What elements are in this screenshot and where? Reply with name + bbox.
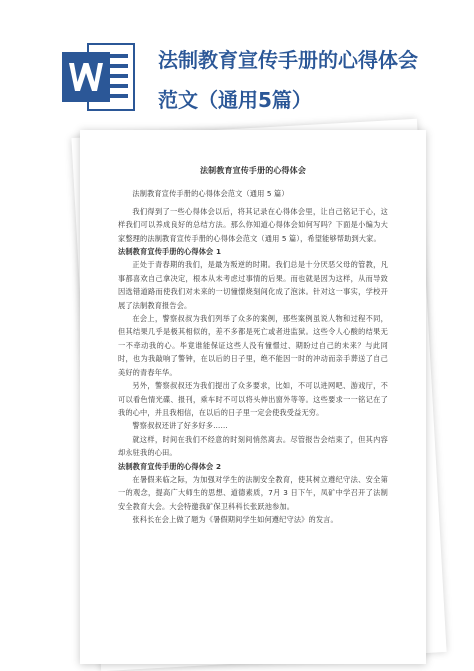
header-title-line1: 法制教育宣传手册的心得体会	[158, 48, 418, 72]
document-page	[80, 130, 426, 664]
section-heading-1: 法制教育宣传手册的心得体会 1	[118, 247, 222, 257]
paragraph: 在会上，警察叔叔为我们列举了众多的案例，那些案例虽说人物和过程不同，但其结果几乎是极其相似的，差不多都是死亡或者进监狱。这些令人心酸的结果无一不牵动我的心。毕竟谁能保证这些人没有憧憬过、期盼过自己的未来？与此同时，也为我敲响了警钟，在以后的日子里，绝不能因一时的冲动而亲手葬送了自己美好的青春年华。	[118, 314, 388, 377]
intro-paragraph: 我们得到了一些心得体会以后，将其记录在心得体会里，让自己铭记于心，这样我们可以养成良好的总结方法。那么你知道心得体会如何写吗？下面是小编为大家整理的法制教育宣传手册的心得体会范文（通用 5 篇），希望能够帮助到大家。	[118, 206, 388, 243]
paragraph: 正处于青春期的我们，是最为叛逆的时期。我们总是十分厌恶父母的管教，凡事都喜欢自己拿决定，根本从未考虑过事情的后果。而也就是因为这样，从而导致因选错道路而使我们对未来的一切憧憬烧刻间化成了泡沫。针对这一事实，学校开展了法制教育报告会。	[118, 260, 388, 310]
header-title	[158, 40, 458, 120]
document-title: 法制教育宣传手册的心得体会	[200, 166, 306, 175]
section-heading-2: 法制教育宣传手册的心得体会 2	[118, 461, 222, 471]
document-body	[118, 164, 388, 527]
document-subtitle: 法制教育宣传手册的心得体会范文（通用 5 篇）	[132, 189, 289, 199]
header-title-line2: 范文（通用5篇）	[158, 88, 312, 112]
paragraph: 警察叔叔还讲了好多好多……	[132, 421, 228, 431]
paragraph: 张科长在会上做了题为《暑假期间学生如何遵纪守法》的发言。	[132, 515, 338, 525]
word-document-icon	[60, 38, 138, 116]
paragraph: 另外，警察叔叔还为我们提出了众多要求，比如，不可以进网吧、游戏厅，不可以看色情光碟、报刊，乘车时不可以将头伸出窗外等等。这些要求一一铭记在了我的心中，并且我相信，在以后的日子里一定会使我受益无穷。	[118, 381, 388, 417]
paragraph: 就这样，时间在我们不经意的时刻间悄然离去。尽管报告会结束了，但其内容却永驻我的心田。	[118, 434, 388, 458]
paragraph: 在暑假来临之际，为加强对学生的法制安全教育，使其树立遵纪守法、安全第一的观念，提高广大师生的思想、道德素质，7月 3 日下午，凤矿中学召开了法制安全教育大会。大会特邀我矿保卫科科长张跃池参加。	[118, 474, 388, 511]
